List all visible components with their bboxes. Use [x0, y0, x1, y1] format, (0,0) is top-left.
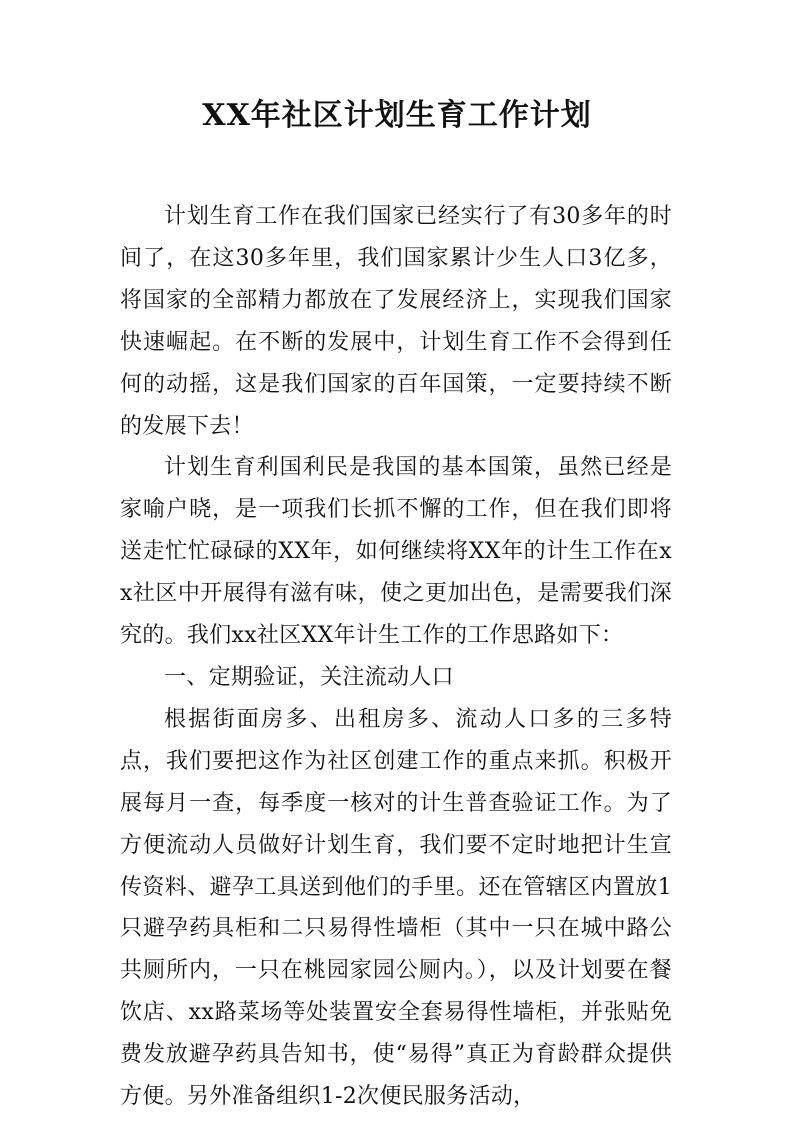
document-title: XX年社区计划生育工作计划: [202, 98, 592, 133]
document-body: [120, 196, 672, 1118]
paragraph-intro: 计划生育工作在我们国家已经实行了有30多年的时间了，在这30多年里，我们国家累计少生人口3亿多，将国家的全部精力都放在了发展经济上，实现我们国家快速崛起。在不断的发展中，计划生育工作不会得到任何的动摇，这是我们国家的百年国策，一定要持续不断的发展下去！: [120, 204, 672, 439]
paragraph-policy: 计划生育利国利民是我国的基本国策，虽然已经是家喻户晓，是一项我们长抓不懈的工作，但在我们即将送走忙忙碌碌的XX年，如何继续将XX年的计生工作在xx社区中开展得有滋有味，使之更加出色，是需要我们深究的。我们xx社区XX年计生工作的工作思路如下：: [120, 455, 672, 649]
paragraph-section-1: 根据街面房多、出租房多、流动人口多的三多特点，我们要把这作为社区创建工作的重点来抓。积极开展每月一查，每季度一核对的计生普查验证工作。为了方便流动人员做好计划生育，我们要不定时地把计生宣传资料、避孕工具送到他们的手里。还在管辖区内置放1只避孕药具柜和二只易得性墙柜（其中一只在城中路公共厕所内，一只在桃园家园公厕内。），以及计划要在餐饮店、xx路菜场等处装置安全套易得性墙柜，并张贴免费发放避孕药具告知书，使“易得”真正为育龄群众提供方便。另外准备组织1-2次便民服务活动，: [120, 706, 672, 1110]
section-heading-1: 一、定期验证，关注流动人口: [164, 664, 454, 690]
